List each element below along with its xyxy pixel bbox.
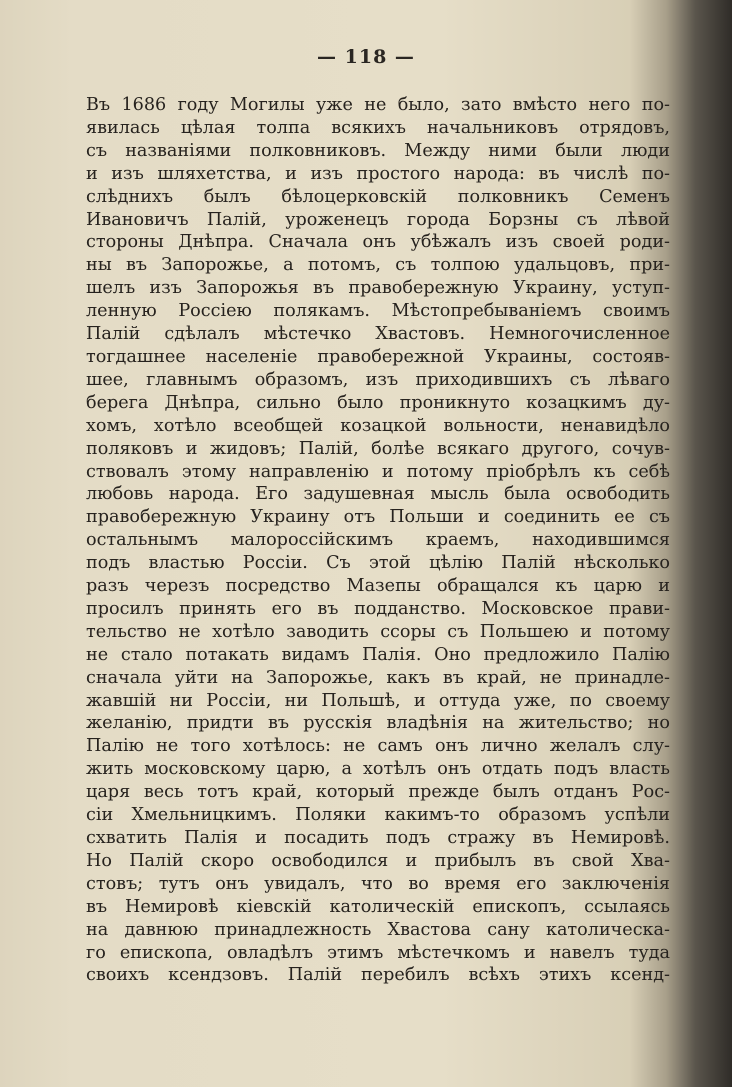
text-line: Палію не того хотѣлось: не самъ онъ лично желалъ слу-	[86, 736, 670, 757]
text-line: желанію, придти въ русскія владѣнія на жительство; но	[86, 713, 670, 734]
text-line: берега Днѣпра, сильно было проникнуто козацкимъ ду-	[86, 392, 670, 413]
text-line: хомъ, хотѣло всеобщей козацкой вольности, ненавидѣло	[86, 415, 670, 436]
text-line: стовъ; тутъ онъ увидалъ, что во время его заключенія	[86, 873, 670, 894]
page-number: — 118 —	[317, 46, 415, 68]
text-line: остальнымъ малороссійскимъ краемъ, находившимся	[86, 530, 670, 551]
text-line: съ названіями полковниковъ. Между ними были люди	[86, 140, 670, 161]
text-line: шее, главнымъ образомъ, изъ приходившихъ съ лѣваго	[86, 369, 670, 390]
text-line: Въ 1686 году Могилы уже не было, зато вмѣсто него по-	[86, 95, 670, 115]
text-line: подъ властью Россіи. Съ этой цѣлію Палій нѣсколько	[86, 553, 670, 574]
text-line: сіи Хмельницкимъ. Поляки какимъ-то образомъ успѣли	[86, 805, 670, 826]
text-line: шелъ изъ Запорожья въ правобережную Украину, уступ-	[86, 278, 670, 299]
text-line: въ Немировѣ кіевскій католическій епископъ, ссылаясь	[86, 896, 670, 917]
text-line: разъ черезъ посредство Мазепы обращался къ царю и	[86, 576, 670, 597]
text-line: и изъ шляхетства, и изъ простого народа: въ числѣ по-	[86, 163, 670, 184]
text-line: го епископа, овладѣлъ этимъ мѣстечкомъ и навелъ туда	[86, 942, 670, 963]
text-line: своихъ ксендзовъ. Палій перебилъ всѣхъ этихъ ксенд-	[86, 965, 670, 986]
text-line: сначала уйти на Запорожье, какъ въ край, не принадле-	[86, 667, 670, 688]
text-line: на давнюю принадлежность Хвастова сану католическа-	[86, 919, 670, 940]
text-line: тогдашнее населеніе правобережной Украины, состояв-	[86, 346, 670, 367]
text-line: Палій сдѣлалъ мѣстечко Хвастовъ. Немногочисленное	[86, 324, 670, 345]
text-line: Но Палій скоро освободился и прибылъ въ свой Хва-	[86, 850, 670, 871]
text-line: просилъ принять его въ подданство. Московское прави-	[86, 598, 670, 619]
text-line: слѣднихъ былъ бѣлоцерковскій полковникъ Семенъ	[86, 186, 670, 207]
text-line: схватить Палія и посадить подъ стражу въ Немировѣ.	[86, 828, 670, 848]
text-line: явилась цѣлая толпа всякихъ начальниковъ отрядовъ,	[86, 117, 670, 138]
text-line: любовь народа. Его задушевная мысль была освободить	[86, 484, 670, 505]
text-line: не стало потакать видамъ Палія. Оно предложило Палію	[86, 644, 670, 665]
text-line: стороны Днѣпра. Сначала онъ убѣжалъ изъ своей роди-	[86, 232, 670, 253]
body-text	[86, 94, 670, 987]
text-line: жавшій ни Россіи, ни Польшѣ, и оттуда уже, по своему	[86, 690, 670, 711]
text-line: царя весь тотъ край, который прежде былъ отданъ Рос-	[86, 782, 670, 803]
text-line: жить московскому царю, а хотѣлъ онъ отдать подъ власть	[86, 759, 670, 780]
text-line: поляковъ и жидовъ; Палій, болѣе всякаго другого, сочув-	[86, 438, 670, 459]
text-line: ны въ Запорожье, а потомъ, съ толпою удальцовъ, при-	[86, 255, 670, 276]
text-line: правобережную Украину отъ Польши и соединить ее съ	[86, 507, 670, 528]
text-line: Ивановичъ Палій, уроженецъ города Борзны съ лѣвой	[86, 209, 670, 230]
text-line: тельство не хотѣло заводить ссоры съ Польшею и потому	[86, 621, 670, 642]
text-line: ствовалъ этому направленію и потому пріобрѣлъ къ себѣ	[86, 461, 670, 482]
text-line: ленную Россіею полякамъ. Мѣстопребываніемъ своимъ	[86, 301, 670, 322]
